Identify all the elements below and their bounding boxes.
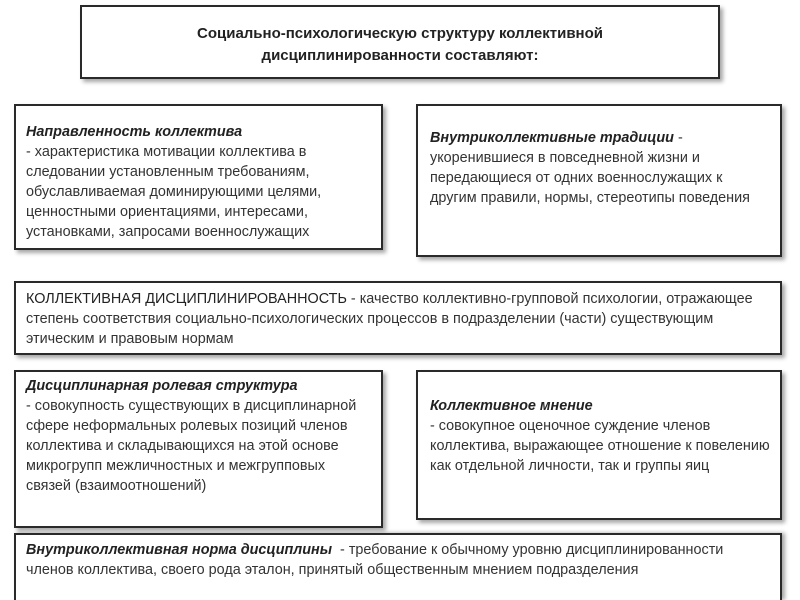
- role-structure-title: Дисциплинарная ролевая структура: [26, 378, 298, 394]
- traditions-box: [416, 104, 782, 257]
- traditions-text: укоренившиеся в повседневной жизни и передающиеся от одних военнослужащих к другим правили, нормы, стереотипы поведения: [430, 150, 750, 206]
- header-line-2: дисциплинированности составляют:: [261, 47, 539, 64]
- header-line-1: Социально-психологическую структуру коллективной: [197, 25, 603, 42]
- norm-title: Внутриколлективная норма дисциплины: [26, 542, 333, 558]
- norm-box: [14, 533, 782, 600]
- header-box: [80, 5, 720, 79]
- direction-box: [14, 104, 383, 250]
- opinion-title: Коллективное мнение: [430, 398, 593, 414]
- role-structure-text: - совокупность существующих в дисциплинарной сфере неформальных ролевых позиций членов коллектива и складывающихся на этой основе микрогрупп межличностных и межгрупповых связей (взаимоотношений): [26, 398, 357, 494]
- traditions-dash: -: [673, 130, 683, 146]
- discipline-title: КОЛЛЕКТИВНАЯ ДИСЦИПЛИНИРОВАННОСТЬ: [26, 291, 347, 307]
- direction-text: - характеристика мотивации коллектива в следовании установленным требованиям, обуславливаемая доминирующими целями, ценностными ориентациями, интересами, установками, запросами военнослужащих: [26, 144, 322, 240]
- opinion-text: - совокупное оценочное суждение членов коллектива, выражающее отношение к повелению как отдельной личности, так и группы яиц: [430, 418, 770, 474]
- traditions-title: Внутриколлективные традиции: [430, 130, 674, 146]
- discipline-box: [14, 281, 782, 355]
- direction-title: Направленность коллектива: [26, 124, 243, 140]
- role-structure-box: [14, 370, 383, 528]
- discipline-text: - качество коллективно-групповой психологии, отражающее степень соответствия социально-психологических процессов в подразделении (части) существующим этическим и правовым нормам: [26, 291, 753, 347]
- opinion-box: [416, 370, 782, 520]
- norm-text: - требование к обычному уровню дисциплинированности членов коллектива, своего рода эталон, принятый общественным мнением подразделения: [26, 542, 728, 578]
